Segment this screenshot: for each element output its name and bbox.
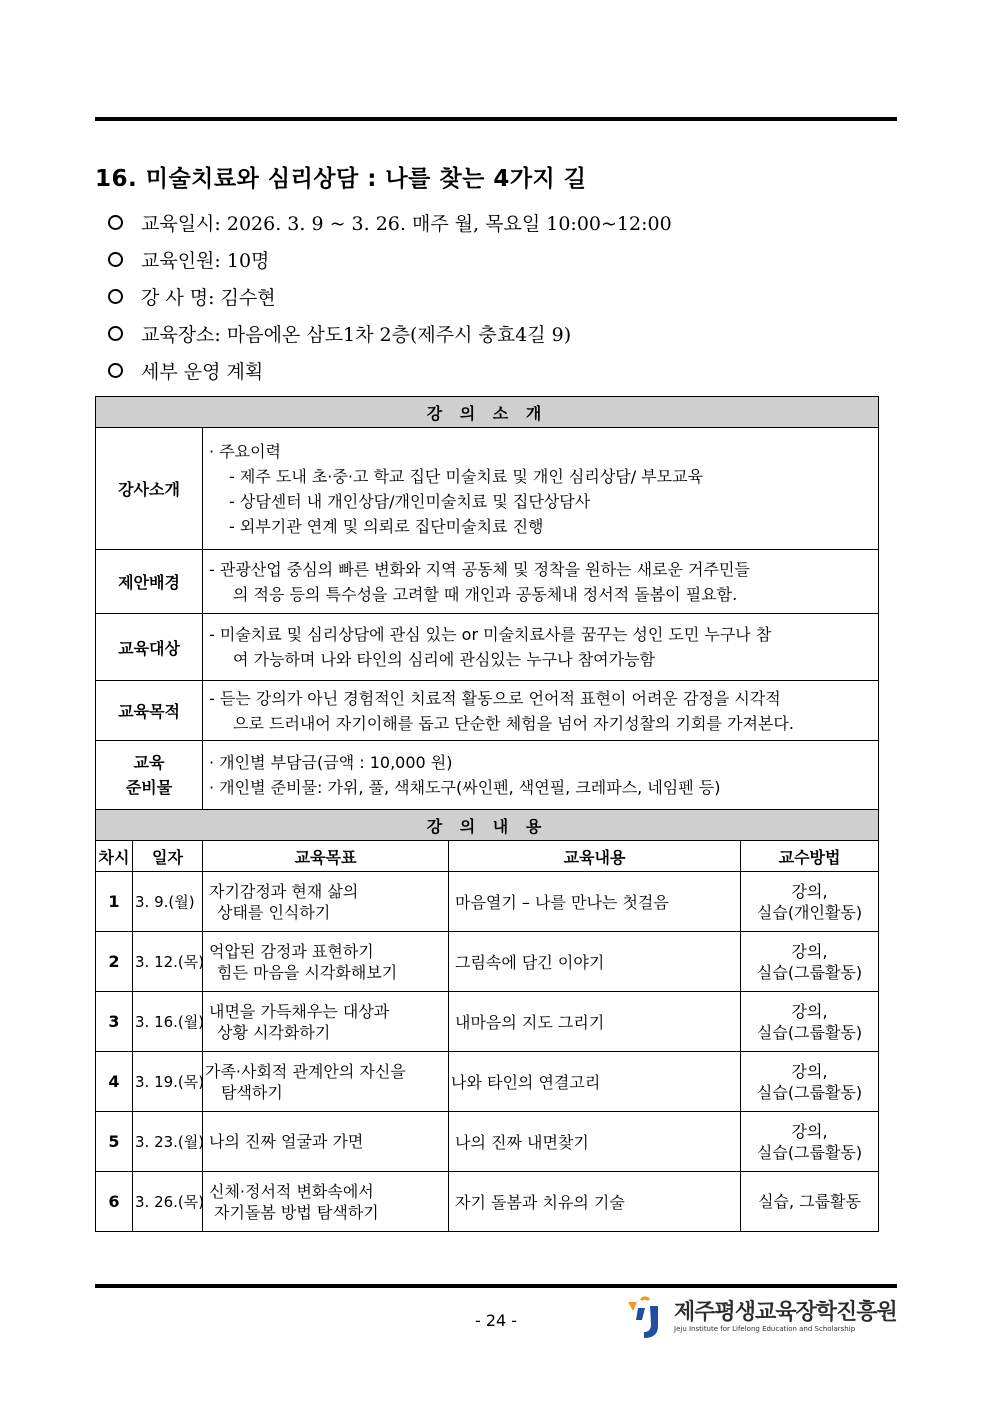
bullet-circle-icon [108, 252, 123, 267]
goal-line: 상황 시각화하기 [217, 1022, 331, 1042]
materials-label-line: 교육 [133, 753, 165, 772]
materials-cell [203, 741, 879, 810]
session-date: 3. 12.(목) [133, 932, 203, 992]
background-label: 제안배경 [96, 550, 203, 614]
goal-line: 상태를 인식하기 [217, 902, 331, 922]
session-method [741, 992, 879, 1052]
instructor-item: - 제주 도내 초·중·고 학교 집단 미술치료 및 개인 심리상담/ 부모교육 [229, 466, 704, 486]
organization-logo [624, 1294, 896, 1340]
info-text: 강 사 명: 김수현 [141, 287, 276, 309]
goal-line: 자기감정과 현재 삶의 [209, 881, 359, 901]
session-date: 3. 26.(목) [133, 1172, 203, 1232]
instructor-label: 강사소개 [96, 428, 203, 550]
bullet-circle-icon [108, 215, 123, 230]
goal-line: 자기돌봄 방법 탐색하기 [214, 1202, 379, 1222]
info-text: 교육장소: 마음에온 삼도1차 2층(제주시 충효4길 9) [141, 324, 572, 346]
goal-line: 내면을 가득채우는 대상과 [209, 1001, 390, 1021]
materials-label [96, 741, 203, 810]
session-goal [203, 932, 449, 992]
target-text: 여 가능하며 나와 타인의 심리에 관심있는 누구나 참여가능함 [233, 650, 656, 669]
target-cell [203, 614, 879, 681]
session-number: 3 [96, 992, 133, 1052]
method-line: 강의, [791, 881, 828, 901]
session-date: 3. 19.(목) [133, 1052, 203, 1112]
column-header-content: 교육내용 [449, 841, 741, 872]
goal-line: 나의 진짜 얼굴과 가면 [209, 1132, 364, 1151]
target-label: 교육대상 [96, 614, 203, 681]
goal-line: 신체·정서적 변화속에서 [209, 1181, 374, 1201]
organization-subtitle: Jeju Institute for Lifelong Education and Scholarship [674, 1325, 856, 1333]
goal-line: 힘든 마음을 시각화해보기 [217, 962, 398, 982]
method-line: 실습(그룹활동) [756, 1142, 863, 1162]
info-item-capacity [108, 241, 908, 278]
session-method [741, 1172, 879, 1232]
session-content: 자기 돌봄과 치유의 기술 [449, 1172, 741, 1232]
session-content: 그림속에 담긴 이야기 [449, 932, 741, 992]
table-row [96, 992, 879, 1052]
method-line: 강의, [791, 1001, 828, 1021]
session-number: 6 [96, 1172, 133, 1232]
session-number: 2 [96, 932, 133, 992]
goal-line: 가족·사회적 관계안의 자신을 [205, 1061, 406, 1081]
session-content: 나와 타인의 연결고리 [449, 1052, 741, 1112]
session-method [741, 872, 879, 932]
method-line: 강의, [791, 941, 828, 961]
column-header-date: 일자 [133, 841, 203, 872]
bullet-circle-icon [108, 363, 123, 378]
course-table [95, 396, 879, 1232]
logo-mark-orange [628, 1302, 637, 1311]
session-method [741, 932, 879, 992]
materials-text: · 개인별 준비물: 가위, 풀, 색채도구(싸인펜, 색연필, 크레파스, 네임펜 등) [209, 778, 721, 797]
session-method [741, 1112, 879, 1172]
method-line: 실습, 그룹활동 [758, 1192, 861, 1211]
column-header-goal: 교육목표 [203, 841, 449, 872]
method-line: 실습(개인활동) [756, 902, 863, 922]
table-row [96, 1052, 879, 1112]
bottom-rule [95, 1284, 897, 1288]
info-text: 교육인원: 10명 [141, 250, 270, 272]
schedule-header: 강 의 내 용 [96, 810, 879, 841]
session-number: 1 [96, 872, 133, 932]
materials-label-line: 준비물 [125, 778, 173, 797]
column-header-session: 차시 [96, 841, 133, 872]
info-item-schedule [108, 204, 908, 241]
method-line: 강의, [791, 1121, 828, 1141]
info-item-instructor [108, 278, 908, 315]
bullet-circle-icon [108, 289, 123, 304]
table-row [96, 1172, 879, 1232]
table-row [96, 1112, 879, 1172]
session-method [741, 1052, 879, 1112]
method-line: 실습(그룹활동) [756, 1082, 863, 1102]
page-number: - 24 - [474, 1311, 518, 1330]
info-item-location [108, 315, 908, 352]
info-item-plan [108, 352, 908, 389]
info-text: 세부 운영 계획 [141, 361, 264, 383]
method-line: 실습(그룹활동) [756, 962, 863, 982]
info-list [108, 204, 908, 389]
session-number: 4 [96, 1052, 133, 1112]
section-title: 16. 미술치료와 심리상담 : 나를 찾는 4가지 길 [95, 166, 587, 192]
logo-mark-orange-arc [641, 1298, 649, 1300]
session-goal [203, 872, 449, 932]
purpose-text: 으로 드러내어 자기이해를 돕고 단순한 체험을 넘어 자기성찰의 기회를 가져본다. [233, 713, 794, 733]
session-date: 3. 9.(월) [133, 872, 203, 932]
column-header-method: 교수방법 [741, 841, 879, 872]
session-content: 나의 진짜 내면찾기 [449, 1112, 741, 1172]
background-text: 의 적응 등의 특수성을 고려할 때 개인과 공동체내 정서적 돌봄이 필요함. [233, 584, 738, 604]
goal-line: 억압된 감정과 표현하기 [209, 941, 374, 961]
logo-mark-blue [644, 1306, 658, 1338]
bullet-circle-icon [108, 326, 123, 341]
session-goal [203, 992, 449, 1052]
organization-name: 제주평생교육장학진흥원 [674, 1300, 897, 1325]
info-text: 교육일시: 2026. 3. 9 ~ 3. 26. 매주 월, 목요일 10:00~12:00 [141, 213, 672, 235]
intro-header: 강 의 소 개 [96, 397, 879, 428]
session-goal [203, 1112, 449, 1172]
instructor-item: - 상담센터 내 개인상담/개인미술치료 및 집단상담사 [229, 491, 591, 511]
purpose-label: 교육목적 [96, 681, 203, 741]
session-content: 내마음의 지도 그리기 [449, 992, 741, 1052]
instructor-cell [203, 428, 879, 550]
logo-mark-blue-bar [636, 1308, 645, 1320]
instructor-heading: · 주요이력 [209, 441, 281, 461]
session-date: 3. 16.(월) [133, 992, 203, 1052]
method-line: 실습(그룹활동) [756, 1022, 863, 1042]
session-date: 3. 23.(월) [133, 1112, 203, 1172]
session-goal [203, 1172, 449, 1232]
table-row [96, 872, 879, 932]
instructor-item: - 외부기관 연계 및 의뢰로 집단미술치료 진행 [229, 516, 544, 536]
materials-text: · 개인별 부담금(금액 : 10,000 원) [209, 753, 453, 772]
jeju-institute-logo-icon [624, 1294, 666, 1340]
goal-line: 탐색하기 [221, 1082, 283, 1102]
target-text: - 미술치료 및 심리상담에 관심 있는 or 미술치료사를 꿈꾸는 성인 도민 누구나 참 [209, 625, 772, 644]
purpose-cell [203, 681, 879, 741]
session-goal [203, 1052, 449, 1112]
table-row [96, 932, 879, 992]
background-cell [203, 550, 879, 614]
top-rule [95, 117, 897, 121]
session-number: 5 [96, 1112, 133, 1172]
background-text: - 관광산업 중심의 빠른 변화와 지역 공동체 및 정착을 원하는 새로운 거주민들 [209, 559, 750, 579]
session-content: 마음열기 – 나를 만나는 첫걸음 [449, 872, 741, 932]
method-line: 강의, [791, 1061, 828, 1081]
purpose-text: - 듣는 강의가 아닌 경험적인 치료적 활동으로 언어적 표현이 어려운 감정을 시각적 [209, 688, 781, 708]
schedule-column-headers [96, 841, 879, 872]
